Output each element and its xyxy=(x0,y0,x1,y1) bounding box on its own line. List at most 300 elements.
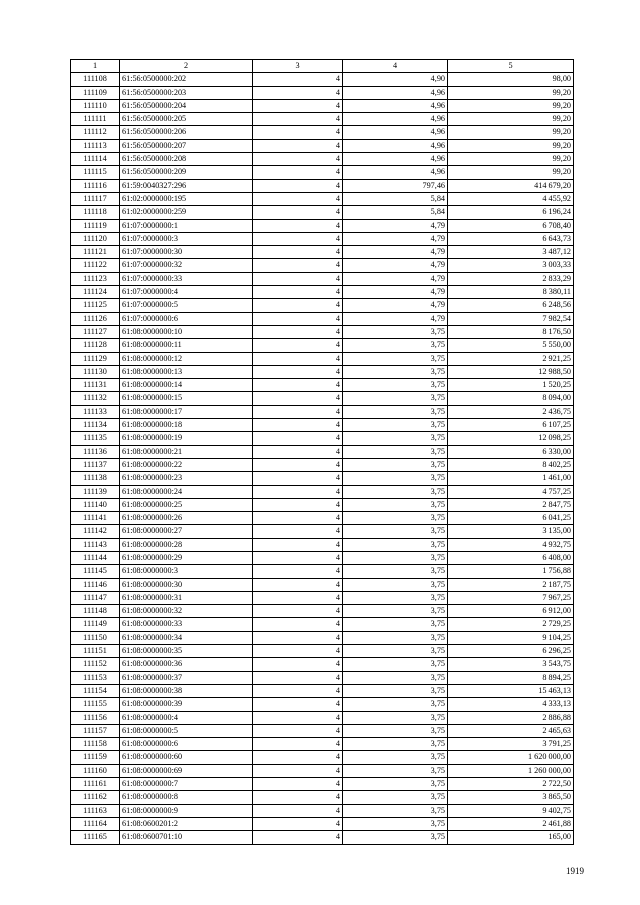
amount-cell: 6 248,56 xyxy=(448,299,574,312)
amount-cell: 2 729,25 xyxy=(448,618,574,631)
rate-cell: 3,75 xyxy=(343,831,448,844)
code-cell: 4 xyxy=(253,246,343,259)
amount-cell: 7 982,54 xyxy=(448,312,574,325)
table-row xyxy=(71,538,574,551)
code-cell: 4 xyxy=(253,419,343,432)
code-cell: 4 xyxy=(253,605,343,618)
row-number-cell: 111151 xyxy=(71,645,120,658)
table-row xyxy=(71,512,574,525)
table-row xyxy=(71,73,574,86)
code-cell: 4 xyxy=(253,671,343,684)
cadastral-number-cell: 61:08:0000000:32 xyxy=(120,605,253,618)
rate-cell: 3,75 xyxy=(343,751,448,764)
amount-cell: 99,20 xyxy=(448,139,574,152)
row-number-cell: 111121 xyxy=(71,246,120,259)
code-cell: 4 xyxy=(253,379,343,392)
table-row xyxy=(71,831,574,844)
cadastral-number-cell: 61:08:0000000:4 xyxy=(120,711,253,724)
row-number-cell: 111114 xyxy=(71,153,120,166)
cadastral-number-cell: 61:08:0000000:12 xyxy=(120,352,253,365)
rate-cell: 3,75 xyxy=(343,339,448,352)
row-number-cell: 111158 xyxy=(71,738,120,751)
rate-cell: 4,79 xyxy=(343,272,448,285)
table-row xyxy=(71,778,574,791)
amount-cell: 3 003,33 xyxy=(448,259,574,272)
code-cell: 4 xyxy=(253,817,343,830)
code-cell: 4 xyxy=(253,658,343,671)
amount-cell: 2 886,88 xyxy=(448,711,574,724)
cadastral-number-cell: 61:08:0600201:2 xyxy=(120,817,253,830)
cadastral-number-cell: 61:08:0000000:13 xyxy=(120,365,253,378)
cadastral-number-cell: 61:07:0000000:5 xyxy=(120,299,253,312)
row-number-cell: 111161 xyxy=(71,778,120,791)
table-row xyxy=(71,232,574,245)
cadastral-number-cell: 61:08:0000000:25 xyxy=(120,498,253,511)
amount-cell: 6 708,40 xyxy=(448,219,574,232)
rate-cell: 3,75 xyxy=(343,565,448,578)
table-row xyxy=(71,698,574,711)
code-cell: 4 xyxy=(253,179,343,192)
cadastral-number-cell: 61:08:0000000:19 xyxy=(120,432,253,445)
rate-cell: 3,75 xyxy=(343,578,448,591)
table-row xyxy=(71,286,574,299)
table-row xyxy=(71,751,574,764)
row-number-cell: 111148 xyxy=(71,605,120,618)
cadastral-number-cell: 61:08:0000000:24 xyxy=(120,485,253,498)
table-row xyxy=(71,99,574,112)
table-row xyxy=(71,764,574,777)
table-row xyxy=(71,631,574,644)
code-cell: 4 xyxy=(253,445,343,458)
cadastral-number-cell: 61:08:0600701:10 xyxy=(120,831,253,844)
table-row xyxy=(71,791,574,804)
cadastral-number-cell: 61:08:0000000:5 xyxy=(120,724,253,737)
column-header-1: 1 xyxy=(71,60,120,73)
table-row xyxy=(71,153,574,166)
code-cell: 4 xyxy=(253,578,343,591)
row-number-cell: 111138 xyxy=(71,472,120,485)
header-row xyxy=(71,60,574,73)
code-cell: 4 xyxy=(253,778,343,791)
cadastral-number-cell: 61:07:0000000:3 xyxy=(120,232,253,245)
code-cell: 4 xyxy=(253,126,343,139)
row-number-cell: 111165 xyxy=(71,831,120,844)
cadastral-number-cell: 61:08:0000000:69 xyxy=(120,764,253,777)
rate-cell: 3,75 xyxy=(343,445,448,458)
code-cell: 4 xyxy=(253,538,343,551)
row-number-cell: 111110 xyxy=(71,99,120,112)
rate-cell: 3,75 xyxy=(343,512,448,525)
rate-cell: 4,96 xyxy=(343,99,448,112)
page-number: 1919 xyxy=(566,866,584,876)
rate-cell: 3,75 xyxy=(343,432,448,445)
row-number-cell: 111141 xyxy=(71,512,120,525)
column-header-2: 2 xyxy=(120,60,253,73)
table-row xyxy=(71,658,574,671)
row-number-cell: 111111 xyxy=(71,113,120,126)
rate-cell: 4,96 xyxy=(343,126,448,139)
row-number-cell: 111113 xyxy=(71,139,120,152)
row-number-cell: 111131 xyxy=(71,379,120,392)
amount-cell: 2 436,75 xyxy=(448,405,574,418)
amount-cell: 3 487,12 xyxy=(448,246,574,259)
row-number-cell: 111109 xyxy=(71,86,120,99)
rate-cell: 4,79 xyxy=(343,246,448,259)
code-cell: 4 xyxy=(253,498,343,511)
cadastral-number-cell: 61:56:0500000:209 xyxy=(120,166,253,179)
code-cell: 4 xyxy=(253,286,343,299)
rate-cell: 3,75 xyxy=(343,591,448,604)
code-cell: 4 xyxy=(253,272,343,285)
code-cell: 4 xyxy=(253,325,343,338)
row-number-cell: 111164 xyxy=(71,817,120,830)
rate-cell: 797,46 xyxy=(343,179,448,192)
row-number-cell: 111139 xyxy=(71,485,120,498)
rate-cell: 3,75 xyxy=(343,724,448,737)
rate-cell: 3,75 xyxy=(343,551,448,564)
row-number-cell: 111160 xyxy=(71,764,120,777)
table-row xyxy=(71,804,574,817)
amount-cell: 3 543,75 xyxy=(448,658,574,671)
amount-cell: 8 380,11 xyxy=(448,286,574,299)
row-number-cell: 111135 xyxy=(71,432,120,445)
table-row xyxy=(71,206,574,219)
table-row xyxy=(71,498,574,511)
cadastral-number-cell: 61:56:0500000:202 xyxy=(120,73,253,86)
code-cell: 4 xyxy=(253,73,343,86)
row-number-cell: 111119 xyxy=(71,219,120,232)
cadastral-number-cell: 61:56:0500000:207 xyxy=(120,139,253,152)
amount-cell: 8 402,25 xyxy=(448,458,574,471)
rate-cell: 4,79 xyxy=(343,312,448,325)
amount-cell: 2 187,75 xyxy=(448,578,574,591)
amount-cell: 3 135,00 xyxy=(448,525,574,538)
code-cell: 4 xyxy=(253,512,343,525)
row-number-cell: 111128 xyxy=(71,339,120,352)
amount-cell: 99,20 xyxy=(448,153,574,166)
row-number-cell: 111146 xyxy=(71,578,120,591)
cadastral-number-cell: 61:08:0000000:18 xyxy=(120,419,253,432)
cadastral-number-cell: 61:56:0500000:204 xyxy=(120,99,253,112)
rate-cell: 3,75 xyxy=(343,538,448,551)
code-cell: 4 xyxy=(253,232,343,245)
rate-cell: 3,75 xyxy=(343,817,448,830)
cadastral-number-cell: 61:08:0000000:28 xyxy=(120,538,253,551)
amount-cell: 6 912,00 xyxy=(448,605,574,618)
code-cell: 4 xyxy=(253,831,343,844)
cadastral-number-cell: 61:56:0500000:205 xyxy=(120,113,253,126)
row-number-cell: 111153 xyxy=(71,671,120,684)
code-cell: 4 xyxy=(253,312,343,325)
rate-cell: 3,75 xyxy=(343,405,448,418)
table-row xyxy=(71,525,574,538)
table-row xyxy=(71,445,574,458)
amount-cell: 2 465,63 xyxy=(448,724,574,737)
rate-cell: 3,75 xyxy=(343,631,448,644)
table-row xyxy=(71,379,574,392)
register-table xyxy=(70,59,574,845)
table-row xyxy=(71,179,574,192)
rate-cell: 3,75 xyxy=(343,325,448,338)
row-number-cell: 111123 xyxy=(71,272,120,285)
table-row xyxy=(71,711,574,724)
cadastral-number-cell: 61:08:0000000:38 xyxy=(120,684,253,697)
code-cell: 4 xyxy=(253,764,343,777)
rate-cell: 4,96 xyxy=(343,139,448,152)
row-number-cell: 111133 xyxy=(71,405,120,418)
cadastral-number-cell: 61:07:0000000:4 xyxy=(120,286,253,299)
table-body xyxy=(71,73,574,844)
rate-cell: 3,75 xyxy=(343,498,448,511)
row-number-cell: 111155 xyxy=(71,698,120,711)
cadastral-number-cell: 61:56:0500000:208 xyxy=(120,153,253,166)
code-cell: 4 xyxy=(253,192,343,205)
table-row xyxy=(71,472,574,485)
table-row xyxy=(71,392,574,405)
cadastral-number-cell: 61:02:0000000:259 xyxy=(120,206,253,219)
code-cell: 4 xyxy=(253,645,343,658)
amount-cell: 6 107,25 xyxy=(448,419,574,432)
rate-cell: 3,75 xyxy=(343,791,448,804)
rate-cell: 4,90 xyxy=(343,73,448,86)
table-row xyxy=(71,645,574,658)
code-cell: 4 xyxy=(253,259,343,272)
code-cell: 4 xyxy=(253,206,343,219)
code-cell: 4 xyxy=(253,751,343,764)
table-row xyxy=(71,671,574,684)
amount-cell: 6 330,00 xyxy=(448,445,574,458)
rate-cell: 3,75 xyxy=(343,379,448,392)
amount-cell: 12 988,50 xyxy=(448,365,574,378)
row-number-cell: 111142 xyxy=(71,525,120,538)
rate-cell: 3,75 xyxy=(343,764,448,777)
amount-cell: 2 461,88 xyxy=(448,817,574,830)
rate-cell: 3,75 xyxy=(343,645,448,658)
amount-cell: 1 620 000,00 xyxy=(448,751,574,764)
row-number-cell: 111154 xyxy=(71,684,120,697)
cadastral-number-cell: 61:08:0000000:26 xyxy=(120,512,253,525)
row-number-cell: 111140 xyxy=(71,498,120,511)
row-number-cell: 111157 xyxy=(71,724,120,737)
row-number-cell: 111126 xyxy=(71,312,120,325)
row-number-cell: 111147 xyxy=(71,591,120,604)
rate-cell: 3,75 xyxy=(343,458,448,471)
amount-cell: 99,20 xyxy=(448,86,574,99)
cadastral-number-cell: 61:08:0000000:3 xyxy=(120,565,253,578)
rate-cell: 3,75 xyxy=(343,684,448,697)
rate-cell: 3,75 xyxy=(343,778,448,791)
code-cell: 4 xyxy=(253,472,343,485)
code-cell: 4 xyxy=(253,139,343,152)
table-row xyxy=(71,325,574,338)
amount-cell: 98,00 xyxy=(448,73,574,86)
row-number-cell: 111125 xyxy=(71,299,120,312)
amount-cell: 3 865,50 xyxy=(448,791,574,804)
table-row xyxy=(71,565,574,578)
row-number-cell: 111144 xyxy=(71,551,120,564)
cadastral-number-cell: 61:59:0040327:296 xyxy=(120,179,253,192)
row-number-cell: 111120 xyxy=(71,232,120,245)
amount-cell: 6 196,24 xyxy=(448,206,574,219)
row-number-cell: 111145 xyxy=(71,565,120,578)
code-cell: 4 xyxy=(253,392,343,405)
rate-cell: 3,75 xyxy=(343,525,448,538)
amount-cell: 414 679,20 xyxy=(448,179,574,192)
cadastral-number-cell: 61:07:0000000:30 xyxy=(120,246,253,259)
amount-cell: 99,20 xyxy=(448,113,574,126)
row-number-cell: 111132 xyxy=(71,392,120,405)
code-cell: 4 xyxy=(253,113,343,126)
rate-cell: 3,75 xyxy=(343,738,448,751)
rate-cell: 4,79 xyxy=(343,219,448,232)
rate-cell: 5,84 xyxy=(343,206,448,219)
amount-cell: 99,20 xyxy=(448,126,574,139)
table-row xyxy=(71,591,574,604)
cadastral-number-cell: 61:08:0000000:36 xyxy=(120,658,253,671)
code-cell: 4 xyxy=(253,432,343,445)
row-number-cell: 111143 xyxy=(71,538,120,551)
row-number-cell: 111117 xyxy=(71,192,120,205)
amount-cell: 99,20 xyxy=(448,99,574,112)
row-number-cell: 111134 xyxy=(71,419,120,432)
amount-cell: 8 176,50 xyxy=(448,325,574,338)
table-row xyxy=(71,605,574,618)
cadastral-number-cell: 61:08:0000000:9 xyxy=(120,804,253,817)
row-number-cell: 111149 xyxy=(71,618,120,631)
table-row xyxy=(71,192,574,205)
table-row xyxy=(71,352,574,365)
rate-cell: 4,79 xyxy=(343,286,448,299)
code-cell: 4 xyxy=(253,618,343,631)
cadastral-number-cell: 61:08:0000000:7 xyxy=(120,778,253,791)
amount-cell: 4 932,75 xyxy=(448,538,574,551)
table-row xyxy=(71,219,574,232)
cadastral-number-cell: 61:08:0000000:8 xyxy=(120,791,253,804)
row-number-cell: 111136 xyxy=(71,445,120,458)
rate-cell: 4,79 xyxy=(343,259,448,272)
table-row xyxy=(71,724,574,737)
code-cell: 4 xyxy=(253,299,343,312)
cadastral-number-cell: 61:08:0000000:35 xyxy=(120,645,253,658)
cadastral-number-cell: 61:08:0000000:17 xyxy=(120,405,253,418)
rate-cell: 3,75 xyxy=(343,804,448,817)
code-cell: 4 xyxy=(253,711,343,724)
cadastral-number-cell: 61:08:0000000:37 xyxy=(120,671,253,684)
code-cell: 4 xyxy=(253,99,343,112)
rate-cell: 4,79 xyxy=(343,299,448,312)
amount-cell: 1 260 000,00 xyxy=(448,764,574,777)
table-row xyxy=(71,299,574,312)
code-cell: 4 xyxy=(253,551,343,564)
code-cell: 4 xyxy=(253,804,343,817)
rate-cell: 4,96 xyxy=(343,153,448,166)
cadastral-number-cell: 61:08:0000000:34 xyxy=(120,631,253,644)
code-cell: 4 xyxy=(253,352,343,365)
rate-cell: 4,96 xyxy=(343,113,448,126)
cadastral-number-cell: 61:08:0000000:14 xyxy=(120,379,253,392)
cadastral-number-cell: 61:08:0000000:30 xyxy=(120,578,253,591)
cadastral-number-cell: 61:08:0000000:39 xyxy=(120,698,253,711)
cadastral-number-cell: 61:08:0000000:33 xyxy=(120,618,253,631)
code-cell: 4 xyxy=(253,365,343,378)
code-cell: 4 xyxy=(253,738,343,751)
table-row xyxy=(71,272,574,285)
code-cell: 4 xyxy=(253,684,343,697)
table-row xyxy=(71,419,574,432)
code-cell: 4 xyxy=(253,591,343,604)
cadastral-number-cell: 61:08:0000000:60 xyxy=(120,751,253,764)
table-row xyxy=(71,817,574,830)
code-cell: 4 xyxy=(253,724,343,737)
amount-cell: 1 756,88 xyxy=(448,565,574,578)
table-row xyxy=(71,86,574,99)
table-row xyxy=(71,618,574,631)
amount-cell: 15 463,13 xyxy=(448,684,574,697)
rate-cell: 3,75 xyxy=(343,352,448,365)
row-number-cell: 111118 xyxy=(71,206,120,219)
table-row xyxy=(71,339,574,352)
table-row xyxy=(71,312,574,325)
amount-cell: 12 098,25 xyxy=(448,432,574,445)
rate-cell: 3,75 xyxy=(343,698,448,711)
code-cell: 4 xyxy=(253,631,343,644)
code-cell: 4 xyxy=(253,525,343,538)
cadastral-number-cell: 61:08:0000000:22 xyxy=(120,458,253,471)
amount-cell: 6 643,73 xyxy=(448,232,574,245)
rate-cell: 3,75 xyxy=(343,618,448,631)
amount-cell: 8 894,25 xyxy=(448,671,574,684)
cadastral-number-cell: 61:07:0000000:32 xyxy=(120,259,253,272)
table-row xyxy=(71,485,574,498)
row-number-cell: 111137 xyxy=(71,458,120,471)
rate-cell: 4,96 xyxy=(343,86,448,99)
row-number-cell: 111127 xyxy=(71,325,120,338)
table-row xyxy=(71,166,574,179)
amount-cell: 7 967,25 xyxy=(448,591,574,604)
amount-cell: 3 791,25 xyxy=(448,738,574,751)
rate-cell: 3,75 xyxy=(343,711,448,724)
row-number-cell: 111156 xyxy=(71,711,120,724)
amount-cell: 2 921,25 xyxy=(448,352,574,365)
rate-cell: 3,75 xyxy=(343,472,448,485)
rate-cell: 3,75 xyxy=(343,392,448,405)
row-number-cell: 111159 xyxy=(71,751,120,764)
table-row xyxy=(71,365,574,378)
code-cell: 4 xyxy=(253,791,343,804)
rate-cell: 3,75 xyxy=(343,419,448,432)
code-cell: 4 xyxy=(253,458,343,471)
code-cell: 4 xyxy=(253,698,343,711)
amount-cell: 9 104,25 xyxy=(448,631,574,644)
amount-cell: 1 461,00 xyxy=(448,472,574,485)
row-number-cell: 111152 xyxy=(71,658,120,671)
amount-cell: 2 722,50 xyxy=(448,778,574,791)
amount-cell: 2 847,75 xyxy=(448,498,574,511)
table-row xyxy=(71,126,574,139)
table-row xyxy=(71,432,574,445)
code-cell: 4 xyxy=(253,86,343,99)
rate-cell: 3,75 xyxy=(343,605,448,618)
amount-cell: 1 520,25 xyxy=(448,379,574,392)
amount-cell: 165,00 xyxy=(448,831,574,844)
row-number-cell: 111112 xyxy=(71,126,120,139)
amount-cell: 4 333,13 xyxy=(448,698,574,711)
cadastral-number-cell: 61:08:0000000:27 xyxy=(120,525,253,538)
table-row xyxy=(71,738,574,751)
table-row xyxy=(71,259,574,272)
row-number-cell: 111162 xyxy=(71,791,120,804)
amount-cell: 4 757,25 xyxy=(448,485,574,498)
